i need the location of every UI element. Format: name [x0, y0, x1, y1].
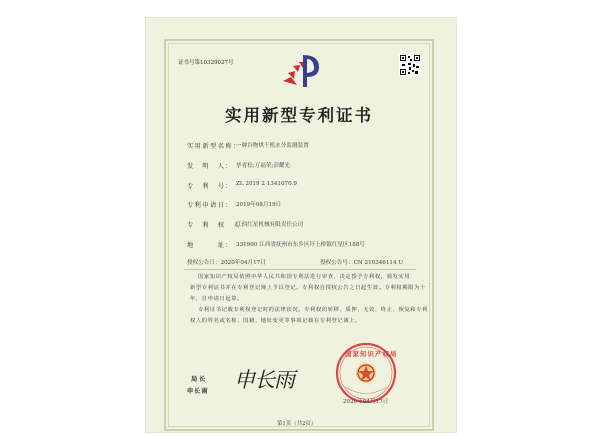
- certificate-number: 证书号第10329027号: [178, 60, 234, 66]
- field-value-application-date: 2019年08月19日: [236, 202, 282, 208]
- paragraph-line: 年，自申请日起算。: [190, 296, 244, 302]
- signatory-title: 局长: [191, 376, 208, 383]
- patent-office-emblem-icon: [279, 47, 325, 93]
- signature-handwriting: 申长雨: [234, 368, 294, 392]
- field-value-name: 一种谷物烘干机水分监测装置: [236, 143, 309, 149]
- seal-date: 2020年04月17日: [343, 399, 389, 405]
- grant-announcement-number: 授权公告号：CN 210346114 U: [320, 260, 404, 266]
- field-label-name: 实用新型名称：: [187, 143, 241, 150]
- field-label-inventor: 发 明 人：: [187, 163, 234, 170]
- field-label-address: 地 址：: [187, 242, 234, 249]
- field-label-patent-number: 专 利 号：: [187, 183, 234, 190]
- paragraph-line: 专利证书记载专利权登记时的法律状况。专利权的转移、质押、无效、终止、恢复和专利: [198, 307, 428, 313]
- paragraph-line: 权人的姓名或名称、国籍、地址变更等事项记载在专利登记簿上。: [190, 318, 362, 324]
- paragraph-line: 国家知识产权局依照中华人民共和国专利法进行审查，决定授予专利权，颁发实用: [198, 274, 411, 280]
- page-footer: 第1页（共2页）: [277, 421, 317, 427]
- paragraph-line: 新型专利证书并在专利登记簿上予以登记。专利权自授权公告之日起生效。专利权期限为十: [190, 285, 426, 291]
- certificate-title: 实用新型专利证书: [225, 106, 373, 125]
- signatory-name: 申长雨: [187, 388, 209, 395]
- seal-text: 国家知识产权局: [345, 350, 398, 358]
- field-value-patent-number: ZL 2019 2 1341070.9: [236, 181, 297, 187]
- field-value-inventor: 毕青松;万福荣;彭耀光: [236, 163, 291, 169]
- qr-code: [399, 54, 421, 76]
- field-value-address: 331900 江西省抚州市东乡区圩上桥镇红星区188号: [236, 242, 365, 248]
- field-value-patentee: 江西红星机械有限责任公司: [236, 222, 304, 228]
- divider: [184, 269, 416, 270]
- grant-announcement-date: 授权公告日：2020年04月17日: [187, 260, 266, 266]
- field-label-patentee: 专 利 权 人：: [187, 222, 249, 229]
- field-label-application-date: 专利申请日：: [187, 202, 234, 209]
